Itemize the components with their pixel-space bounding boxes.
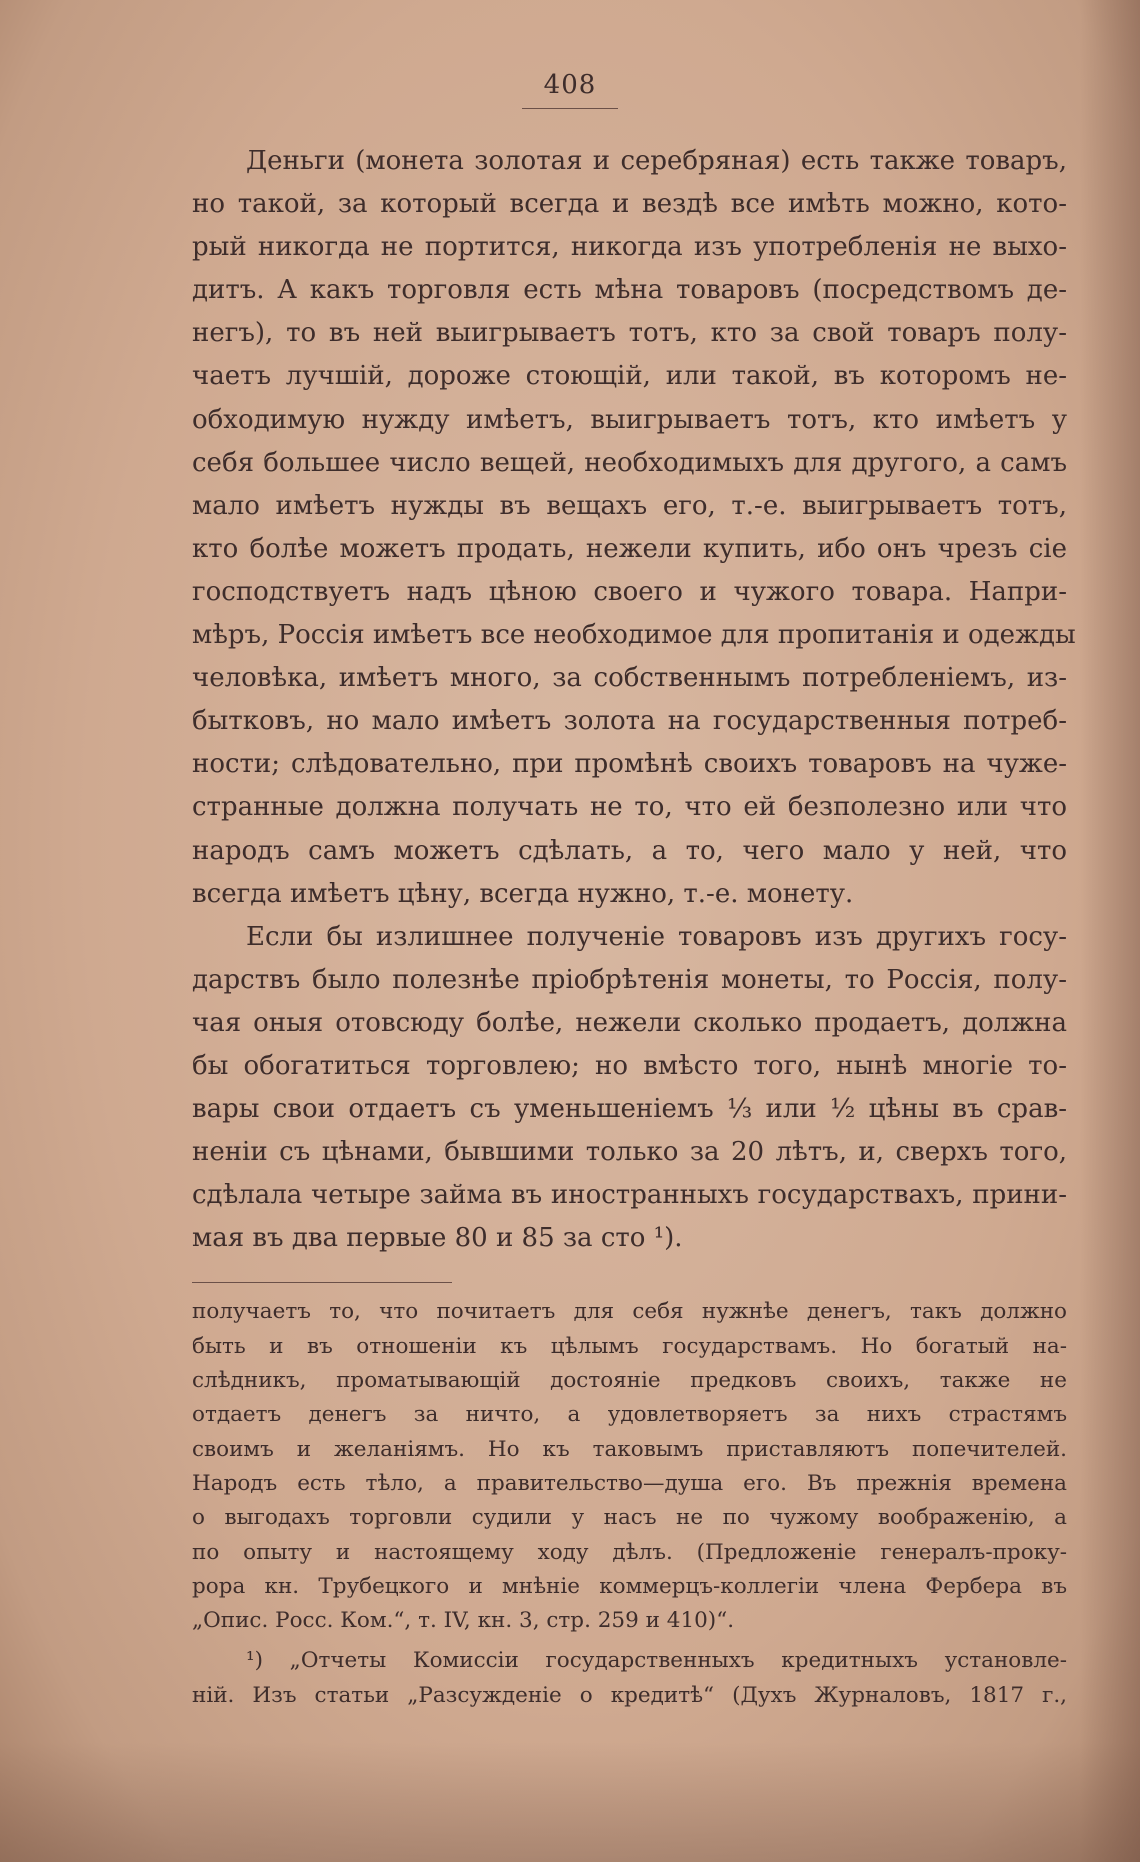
footnote-line: Народъ есть тѣло, а правительство—душа его. Въ прежнія времена [192,1470,1067,1496]
text-line: сдѣлала четыре займа въ иностранныхъ государствахъ, прини- [192,1180,1067,1211]
text-line: чая оныя отовсюду болѣе, нежели сколько продаетъ, должна [192,1007,1067,1038]
page-bottom-shadow [0,1742,1140,1862]
text-line: ности; слѣдовательно, при промѣнѣ своихъ товаровъ на чуже- [192,749,1067,780]
footnote-line: по опыту и настоящему ходу дѣлъ. (Предложеніе генералъ-проку- [192,1539,1067,1565]
text-line: господствуетъ надъ цѣною своего и чужого товара. Напри- [192,576,1067,607]
page-header [0,70,1140,109]
text-line: странные должна получать не то, что ей безполезно или что [192,792,1067,823]
footnotes [192,1295,1067,1713]
text-line: обходимую нужду имѣетъ, выигрываетъ тотъ, кто имѣетъ у [192,404,1067,435]
footnote-line: „Опис. Росс. Ком.“, т. IV, кн. 3, стр. 259 и 410)“. [192,1608,735,1634]
text-line: бытковъ, но мало имѣетъ золота на государственныя потреб- [192,706,1067,737]
page-edge-shadow [1080,0,1140,1862]
footnote-line: быть и въ отношеніи къ цѣлымъ государствамъ. Но богатый на- [192,1333,1067,1359]
text-line: человѣка, имѣетъ много, за собственнымъ потребленіемъ, из- [192,663,1067,694]
text-line: мѣръ, Россія имѣетъ все необходимое для пропитанія и одежды [192,620,1076,651]
text-line: кто болѣе можетъ продать, нежели купить, ибо онъ чрезъ сіе [192,533,1067,564]
text-line: мая въ два первые 80 и 85 за сто ¹). [192,1223,683,1254]
page-body [192,140,1076,1713]
text-line: но такой, за который всегда и вездѣ все имѣть можно, кото- [192,189,1067,220]
paragraph-1 [192,140,1076,916]
text-line: чаетъ лучшій, дороже стоющій, или такой, въ которомъ не- [192,361,1067,392]
text-line: негъ), то въ ней выигрываетъ тотъ, кто за свой товаръ полу- [192,318,1067,349]
text-line: вары свои отдаетъ съ уменьшеніемъ ⅓ или ½ цѣны въ срав- [192,1094,1067,1125]
text-line: себя большее число вещей, необходимыхъ для другого, а самъ [192,447,1067,478]
text-line: бы обогатиться торговлею; но вмѣсто того, нынѣ многіе то- [192,1050,1067,1081]
footnote-line: своимъ и желаніямъ. Но къ таковымъ приставляютъ попечителей. [192,1436,1067,1462]
text-line: дарствъ было полезнѣе пріобрѣтенія монеты, то Россія, полу- [192,964,1067,995]
footnote-divider [192,1282,452,1283]
paragraph-2 [192,916,1067,1261]
text-line: рый никогда не портится, никогда изъ употребленія не выхо- [192,232,1067,263]
footnote-line: отдаетъ денегъ за ничто, а удовлетворяетъ за нихъ страстямъ [192,1402,1067,1428]
text-line: всегда имѣетъ цѣну, всегда нужно, т.-е. монету. [192,878,854,909]
footnote-line: рора кн. Трубецкого и мнѣніе коммерцъ-коллегіи члена Фербера въ [192,1573,1067,1599]
text-line: дитъ. А какъ торговля есть мѣна товаровъ (посредствомъ де- [192,275,1067,306]
footnote-line: получаетъ то, что почитаетъ для себя нужнѣе денегъ, такъ должно [192,1299,1067,1325]
text-line: Если бы излишнее полученіе товаровъ изъ другихъ госу- [246,921,1067,952]
text-line: народъ самъ можетъ сдѣлать, а то, чего мало у ней, что [192,835,1067,866]
text-line: мало имѣетъ нужды въ вещахъ его, т.-е. выигрываетъ тотъ, [192,490,1067,521]
footnote-1-line: ній. Изъ статьи „Разсужденіе о кредитѣ“ (Духъ Журналовъ, 1817 г., [192,1682,1067,1708]
page-number: 408 [522,70,619,109]
footnote-1-line: ¹) „Отчеты Комиссіи государственныхъ кредитныхъ установле- [246,1648,1067,1674]
text-line: Деньги (монета золотая и серебряная) есть также товаръ, [246,146,1067,176]
footnote-line: слѣдникъ, проматывающій достояніе предковъ своихъ, также не [192,1368,1067,1394]
footnote-line: о выгодахъ торговли судили у насъ не по чужому воображенію, а [192,1505,1067,1531]
text-line: неніи съ цѣнами, бывшими только за 20 лѣтъ, и, сверхъ того, [192,1137,1067,1168]
